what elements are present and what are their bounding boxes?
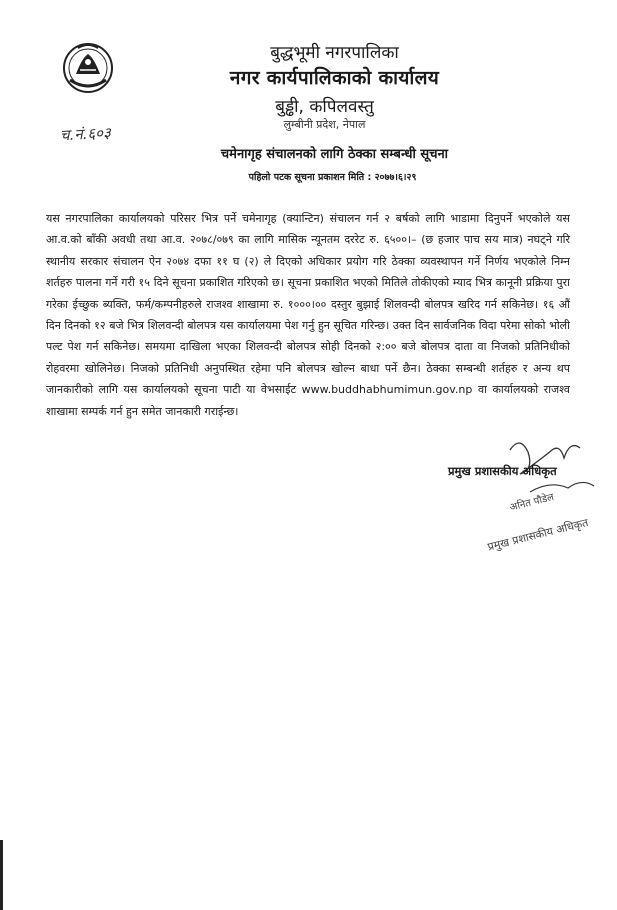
stamp-role: प्रमुख प्रशासकीय अधिकृत [486,515,590,554]
municipality-name: बुद्धभूमी नगरपालिका [270,43,399,63]
signatory-title: प्रमुख प्रशासकीय अधिकृत [448,464,557,478]
stamp-name: अनित पौडेल [508,492,556,514]
office-address: बुड्ढी, कपिलवस्तु [275,97,374,117]
scan-edge-mark [0,840,3,910]
notice-paragraph [46,208,570,422]
reference-number: च.नं.६०३ [59,123,112,145]
notice-text: यस नगरपालिका कार्यालयको परिसर भित्र पर्ने चमेनागृह (क्यान्टिन) संचालन गर्न २ बर्षको लागि भाडामा दिनुपर्ने भएकोले यस आ.व.को बाँकी अवधी तथा आ.व. २०७८/०७९ का लागि मासिक न्यूनतम दररेट रु. ६५००।– (छ हजार पाच सय मात्र) नघट्ने गरि स्थानीय सरकार संचालन ऐन २०७४ दफा ११ घ (२) ले दिएको अधिकार प्रयोग गरि ठेक्का व्यवस्थापन गर्ने निर्णय भएकोले निम्न शर्तहरु पालना गर्ने गरी १५ दिने सूचना प्रकाशित गरिएको छ। सूचना प्रकाशित भएको मितिले तोकीएको म्याद भित्र कानूनी प्रक्रिया पुरा गरेका ईच्छुक ब्यक्ति, फर्म/कम्पनीहरुले राजश्व शाखामा रु. १०००।०० दस्तुर बुझाई शिलवन्दी बोलपत्र खरिद गर्न सकिनेछ। १६ औं दिन दिनको १२ बजे भित्र शिलवन्दी बोलपत्र यस कार्यालयमा पेश गर्नु हुन सूचित गरिन्छ। उक्त दिन सार्वजनिक विदा परेमा सोको भोली पल्ट पेश गर्न सकिनेछ। समयमा दाखिला भएका शिलवन्दी बोलपत्र सोही दिनको २:०० बजे बोलपत्र दाता वा निजको प्रतिनिधीको रोहवरमा खोलिनेछ। निजको प्रतिनिधी अनुपस्थित रहेमा पनि बोलपत्र खोल्न बाधा पर्ने छैन। ठेक्का सम्बन्धी शर्तहरु र अन्य थप जानकारीको लागि यस कार्यालयको सूचना पाटी या वेभसाईट [46,212,570,397]
website-link[interactable]: www.buddhabhumimun.gov.np [301,383,473,397]
publish-date: पहिलो पटक सूचना प्रकाशन मिति : २०७७।६।२९ [248,172,417,183]
notice-title: चमेनागृह संचालनको लागि ठेक्का सम्बन्धी सूचना [220,147,449,162]
notice-text-end: वा कार्यालयको राजश्व शाखामा सम्पर्क गर्न हुन समेत जानकारी गराईन्छ। [46,383,570,418]
notice-body [46,208,570,422]
province-line: लुम्बीनी प्रदेश, नेपाल [283,118,366,131]
office-name: नगर कार्यपालिकाको कार्यालय [229,67,440,89]
